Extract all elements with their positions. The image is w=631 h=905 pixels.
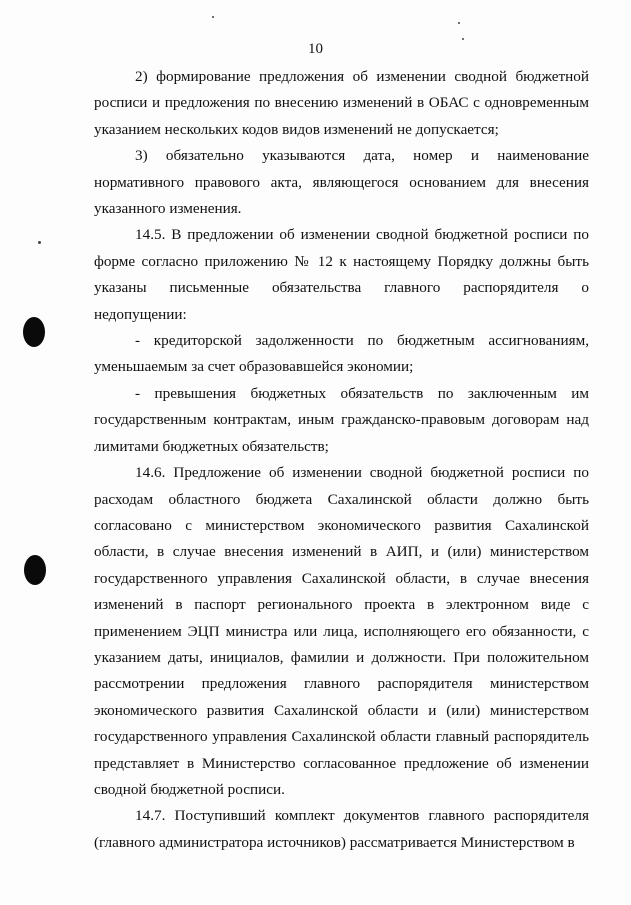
- page-number: 10: [308, 41, 323, 57]
- scan-speck: [212, 16, 214, 18]
- punch-hole-bottom: [24, 555, 46, 585]
- paragraph-item-2: 2) формирование предложения об изменении сводной бюджетной росписи и предложения по внесению изменений в ОБАС с одновременным указанием нескольких кодов видов изменений не допускается;: [94, 68, 589, 138]
- scan-speck: [38, 241, 41, 244]
- paragraph-item-3: 3) обязательно указываются дата, номер и наименование нормативного правового акта, являющегося основанием для внесения указанного изменения.: [94, 147, 589, 218]
- punch-hole-top: [23, 317, 45, 347]
- document-body: [94, 64, 589, 856]
- paragraph-14-7: 14.7. Поступивший комплект документов главного распорядителя (главного администратора источников) рассматривается Министерством в: [94, 807, 589, 851]
- paragraph-dash-obligations-excess: - превышения бюджетных обязательств по заключенным им государственным контрактам, иным гражданско-правовым договорам над лимитами бюджетных обязательств;: [94, 384, 589, 455]
- paragraph-14-5: 14.5. В предложении об изменении сводной бюджетной росписи по форме согласно приложению № 12 к настоящему Порядку должны быть указаны письменные обязательства главного распорядителя о недопущении:: [94, 226, 589, 323]
- scan-speck: [458, 22, 460, 24]
- paragraph-14-6: 14.6. Предложение об изменении сводной бюджетной росписи по расходам областного бюджета Сахалинской области должно быть согласовано с министерством экономического развития Сахалинской области, в случае внесения изменений в АИП, и (или) министерством государственного управления Сахалинской области, в случае внесения изменений в паспорт регионального проекта в электронном виде с применением ЭЦП министра или лица, исполняющего его обязанности, с указанием даты, инициалов, фамилии и должности. При положительном рассмотрении предложения главного распорядителя министерством экономического развития Сахалинской области и (или) министерством государственного управления Сахалинской области главный распорядитель представляет в Министерство согласованное предложение об изменении сводной бюджетной росписи.: [94, 464, 589, 798]
- paragraph-dash-creditor-debt: - кредиторской задолженности по бюджетным ассигнованиям, уменьшаемым за счет образовавшейся экономии;: [94, 332, 589, 376]
